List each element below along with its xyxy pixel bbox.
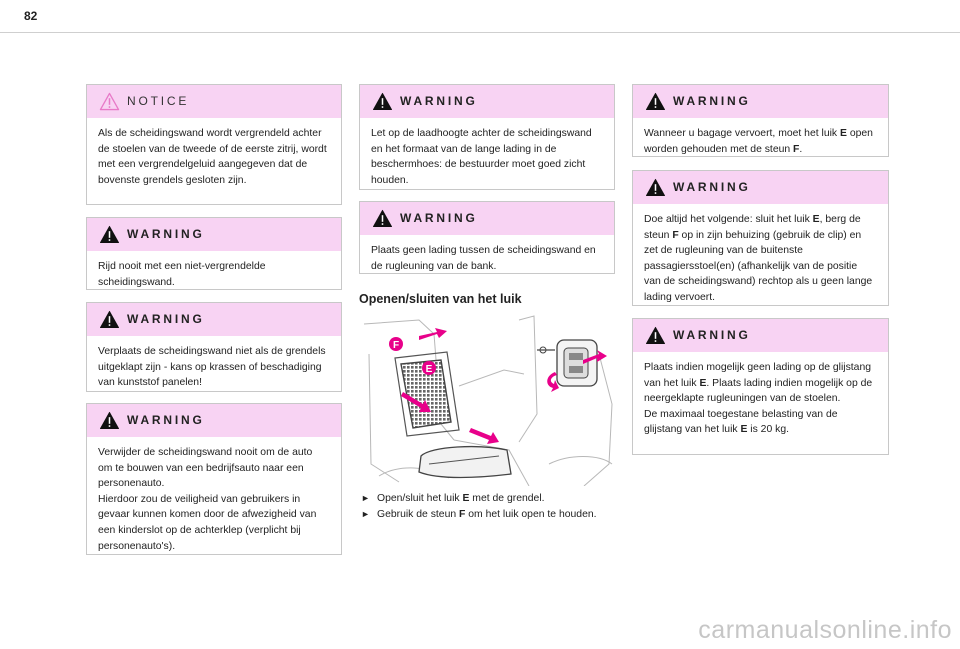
warning-text: Verplaats de scheidingswand niet als de grendels uitgeklapt zijn - kans op krassen of beschadiging van kunststof panelen!	[98, 346, 326, 389]
header-divider	[0, 32, 960, 33]
bullet-arrow-icon: ►	[361, 493, 370, 503]
notice-text: Als de scheidingswand wordt vergrendeld achter de stoelen van de tweede of de eerste zitrij, wordt met een vergrendelgeluid aangegeven dat de bovenste grendels gesloten zijn.	[98, 128, 327, 186]
warning-title: WARNING	[400, 211, 478, 225]
warning-text: Doe altijd het volgende: sluit het luik E, berg de steun F op in zijn behuizing (gebruik de clip) en zet de rugleuning van de buitenste passagiersstoel(en) (afhankelijk van de positie van de scheidingswand) rechtop als u geen lange lading vervoert.	[644, 214, 873, 303]
bullet-arrow-icon: ►	[361, 508, 370, 519]
watermark: carmanualsonline.info	[698, 616, 952, 644]
page-number: 82	[24, 9, 38, 23]
label-e: E	[425, 364, 433, 375]
warning-triangle-icon	[645, 92, 666, 111]
warning-text-line-2: De maximaal toegestane belasting van de glijstang van het luik E is 20 kg.	[644, 408, 838, 436]
warning-triangle-icon	[99, 411, 120, 430]
warning-triangle-icon	[99, 225, 120, 244]
warning-triangle-icon	[372, 209, 393, 228]
warning-text-line-1: Plaats indien mogelijk geen lading op de glijstang van het luik E. Plaats lading indien mogelijk op de neergeklapte rugleuningen van de stoelen.	[644, 362, 873, 405]
warning-header	[633, 319, 888, 352]
list-item: ► Gebruik de steun F om het luik open te houden.	[359, 507, 624, 523]
warning-header	[87, 404, 341, 437]
warning-text: Plaats geen lading tussen de scheidingswand en de rugleuning van de bank.	[371, 245, 596, 272]
warning-title: WARNING	[673, 94, 751, 108]
warning-box-right-1	[632, 84, 889, 157]
warning-text-line-2: Hierdoor zou de veiligheid van gebruikers in gevaar kunnen komen door de afwezigheid van een kinderslot op de achterklep (verplicht bij personenauto's).	[98, 493, 317, 552]
warning-title: WARNING	[127, 413, 205, 427]
notice-box	[86, 84, 342, 205]
warning-triangle-icon	[645, 178, 666, 197]
label-f: F	[392, 340, 400, 351]
warning-header	[87, 218, 341, 251]
warning-header	[360, 85, 614, 118]
warning-title: WARNING	[673, 180, 751, 194]
warning-text: Rijd nooit met een niet-vergrendelde scheidingswand.	[98, 261, 266, 288]
warning-box-right-3	[632, 318, 889, 455]
warning-header	[633, 85, 888, 118]
warning-title: WARNING	[673, 328, 751, 342]
warning-box-middle-2	[359, 201, 615, 274]
notice-triangle-icon	[99, 92, 120, 111]
warning-triangle-icon	[372, 92, 393, 111]
warning-box-left-3	[86, 403, 342, 555]
warning-triangle-icon	[645, 326, 666, 345]
warning-text	[633, 352, 888, 446]
notice-title: NOTICE	[127, 94, 190, 108]
instruction-list	[359, 491, 624, 522]
warning-title: WARNING	[400, 94, 478, 108]
list-item: ► Open/sluit het luik E met de grendel.	[359, 491, 624, 507]
warning-title: WARNING	[127, 227, 205, 241]
warning-text	[87, 437, 341, 562]
warning-text: Let op de laadhoogte achter de scheidingswand en het formaat van de lange lading in de beschermhoes: de bestuurder moet goed zicht houden.	[371, 128, 592, 186]
notice-header	[87, 85, 341, 118]
warning-box-right-2	[632, 170, 889, 306]
warning-header	[87, 303, 341, 336]
warning-text: Wanneer u bagage vervoert, moet het luik E open worden gehouden met de steun F.	[644, 128, 873, 155]
warning-box-middle-1	[359, 84, 615, 190]
warning-header	[633, 171, 888, 204]
warning-triangle-icon	[99, 310, 120, 329]
warning-box-left-2	[86, 302, 342, 392]
hatch-illustration	[359, 314, 614, 486]
warning-text-line-1: Verwijder de scheidingswand nooit om de auto om te bouwen van een bedrijfsauto naar een personenauto.	[98, 447, 313, 490]
warning-header	[360, 202, 614, 235]
warning-title: WARNING	[127, 312, 205, 326]
section-title: Openen/sluiten van het luik	[359, 292, 522, 306]
warning-box-left-1	[86, 217, 342, 290]
